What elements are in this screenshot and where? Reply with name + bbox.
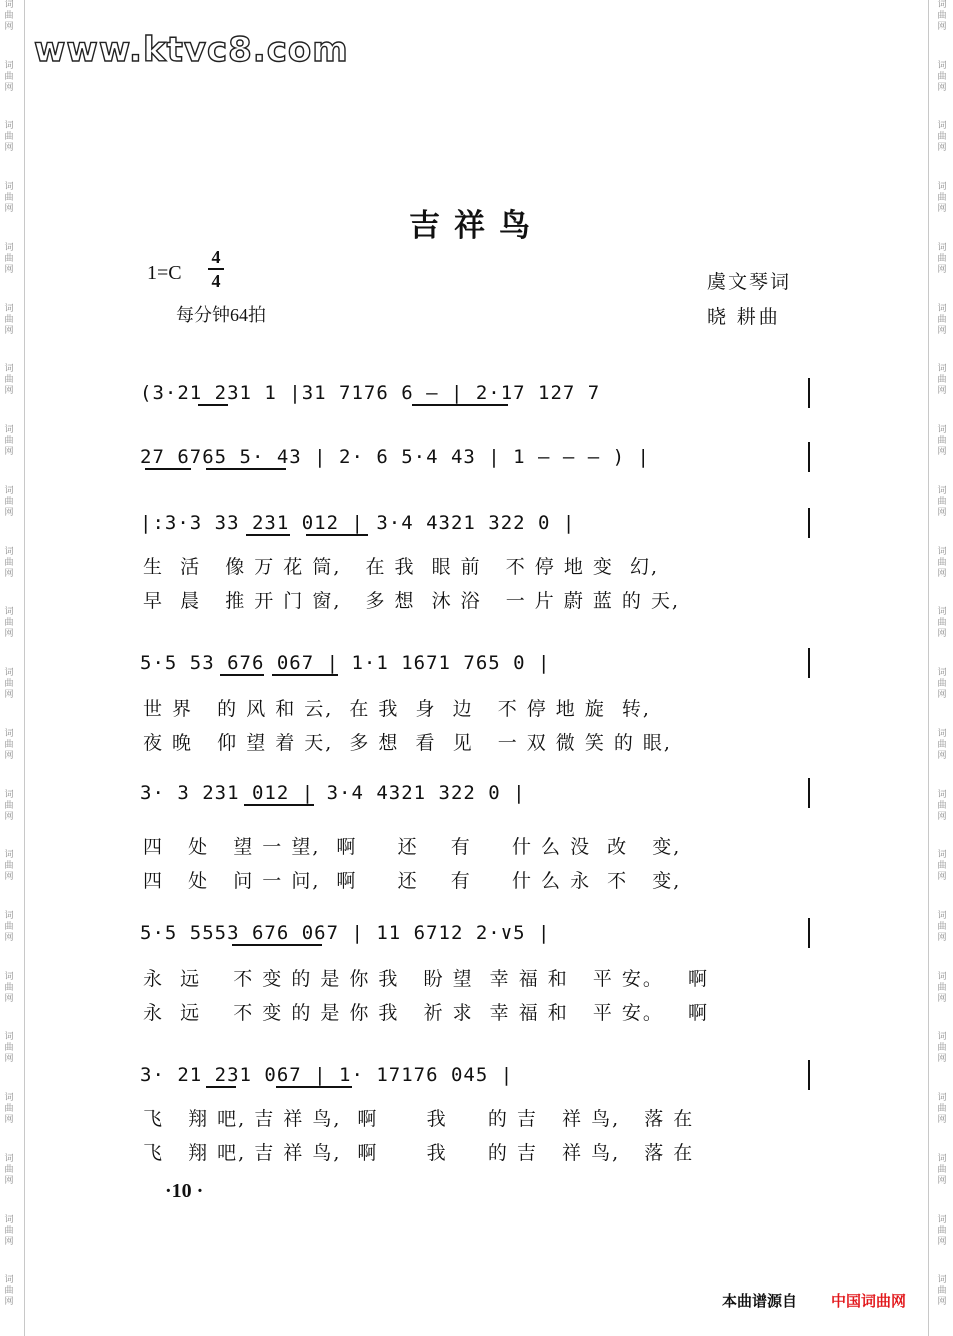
margin-gap xyxy=(4,701,14,702)
score-notes: |:3·3 33 231 012 | 3·4 4321 322 0 | xyxy=(140,512,576,534)
lyric-line: 生 活 像 万 花 筒, 在 我 眼 前 不 停 地 变 幻, xyxy=(143,556,659,578)
margin-glyph: 网 xyxy=(937,1175,947,1186)
margin-glyph: 曲 xyxy=(4,71,14,82)
margin-glyph: 曲 xyxy=(937,253,947,264)
margin-gap xyxy=(937,701,947,702)
margin-glyph: 曲 xyxy=(4,436,14,447)
margin-glyph: 词 xyxy=(937,425,947,436)
margin-gap xyxy=(937,640,947,641)
footer-source-label: 本曲谱源自 xyxy=(722,1292,798,1310)
margin-gap xyxy=(4,1126,14,1127)
lyric-line: 永 远 不 变 的 是 你 我 祈 求 幸 福 和 平 安。 啊 xyxy=(143,1002,710,1024)
margin-glyph: 网 xyxy=(937,1054,947,1065)
margin-glyph: 词 xyxy=(937,789,947,800)
margin-glyph: 词 xyxy=(4,1032,14,1043)
margin-glyph: 网 xyxy=(4,264,14,275)
margin-glyph: 网 xyxy=(4,386,14,397)
margin-glyph: 网 xyxy=(4,993,14,1004)
margin-gap xyxy=(4,883,14,884)
lyric-line: 永 远 不 变 的 是 你 我 盼 望 幸 福 和 平 安。 啊 xyxy=(143,968,710,990)
margin-glyph: 曲 xyxy=(4,496,14,507)
underline xyxy=(306,534,368,536)
lyric-line: 早 晨 推 开 门 窗, 多 想 沐 浴 一 片 蔚 蓝 的 天, xyxy=(143,590,680,612)
margin-glyph: 网 xyxy=(937,325,947,336)
underline xyxy=(244,804,314,806)
margin-gap xyxy=(937,823,947,824)
margin-glyph: 网 xyxy=(4,629,14,640)
margin-gap xyxy=(4,1065,14,1066)
margin-glyph: 曲 xyxy=(4,922,14,933)
margin-gap xyxy=(937,762,947,763)
margin-gap xyxy=(937,1308,947,1309)
margin-gap xyxy=(937,1065,947,1066)
margin-glyph: 网 xyxy=(937,143,947,154)
margin-glyph: 词 xyxy=(4,425,14,436)
margin-glyph: 曲 xyxy=(4,1104,14,1115)
margin-glyph: 曲 xyxy=(937,557,947,568)
lyricist-credit: 虞文琴词 xyxy=(707,272,792,293)
margin-glyph: 网 xyxy=(4,1054,14,1065)
margin-glyph: 曲 xyxy=(937,1043,947,1054)
margin-glyph: 词 xyxy=(937,303,947,314)
margin-glyph: 网 xyxy=(4,690,14,701)
margin-gap xyxy=(4,640,14,641)
bar-line xyxy=(808,918,810,948)
margin-glyph: 词 xyxy=(4,850,14,861)
margin-glyph: 词 xyxy=(4,182,14,193)
time-signature-bottom: 4 xyxy=(211,270,221,291)
margin-gap xyxy=(937,276,947,277)
margin-glyph: 曲 xyxy=(4,314,14,325)
margin-glyph: 曲 xyxy=(4,982,14,993)
margin-glyph: 曲 xyxy=(937,982,947,993)
margin-glyph: 曲 xyxy=(4,800,14,811)
margin-glyph: 词 xyxy=(937,1153,947,1164)
margin-glyph: 网 xyxy=(4,82,14,93)
margin-glyph: 词 xyxy=(4,0,14,10)
margin-glyph: 词 xyxy=(4,546,14,557)
margin-gap xyxy=(4,276,14,277)
margin-gap xyxy=(4,397,14,398)
margin-gap xyxy=(937,337,947,338)
margin-glyph: 网 xyxy=(937,204,947,215)
margin-glyph: 词 xyxy=(937,242,947,253)
margin-glyph: 词 xyxy=(937,121,947,132)
margin-glyph: 网 xyxy=(4,143,14,154)
underline xyxy=(246,534,290,536)
margin-glyph: 词 xyxy=(937,668,947,679)
margin-glyph: 曲 xyxy=(937,1225,947,1236)
margin-gap xyxy=(937,1187,947,1188)
margin-glyph: 网 xyxy=(937,568,947,579)
tempo-marking: 每分钟64拍 xyxy=(176,305,266,325)
margin-gap xyxy=(4,1308,14,1309)
lyric-line: 世 界 的 风 和 云, 在 我 身 边 不 停 地 旋 转, xyxy=(143,698,651,720)
bar-line xyxy=(808,778,810,808)
margin-glyph: 网 xyxy=(4,325,14,336)
time-signature-top: 4 xyxy=(211,247,221,267)
margin-glyph: 词 xyxy=(937,182,947,193)
lyric-line: 飞 翔 吧, 吉 祥 鸟, 啊 我 的 吉 祥 鸟, 落 在 xyxy=(143,1108,695,1130)
margin-glyph: 曲 xyxy=(4,861,14,872)
margin-glyph: 网 xyxy=(4,568,14,579)
margin-glyph: 曲 xyxy=(937,496,947,507)
margin-glyph: 网 xyxy=(4,204,14,215)
margin-gap xyxy=(937,883,947,884)
margin-glyph: 词 xyxy=(4,1214,14,1225)
margin-gap xyxy=(4,337,14,338)
margin-glyph: 曲 xyxy=(4,132,14,143)
key-signature: 1=C xyxy=(147,262,182,284)
margin-glyph: 词 xyxy=(937,485,947,496)
margin-glyph: 曲 xyxy=(937,375,947,386)
underline xyxy=(145,468,191,470)
score-notes: 3· 21 231 067 | 1· 17176 045 | xyxy=(140,1064,514,1086)
margin-glyph: 词 xyxy=(4,607,14,618)
margin-glyph: 词 xyxy=(4,1093,14,1104)
margin-gap xyxy=(4,94,14,95)
margin-glyph: 曲 xyxy=(937,922,947,933)
margin-glyph: 网 xyxy=(937,629,947,640)
margin-glyph: 曲 xyxy=(937,436,947,447)
margin-glyph: 网 xyxy=(4,750,14,761)
margin-glyph: 曲 xyxy=(937,800,947,811)
margin-glyph: 曲 xyxy=(937,618,947,629)
underline xyxy=(232,944,322,946)
bar-line xyxy=(808,442,810,472)
margin-glyph: 网 xyxy=(937,447,947,458)
time-signature xyxy=(205,246,227,292)
margin-glyph: 网 xyxy=(937,1115,947,1126)
margin-gap xyxy=(937,1005,947,1006)
lyric-line: 夜 晚 仰 望 着 天, 多 想 看 见 一 双 微 笑 的 眼, xyxy=(143,732,672,754)
margin-glyph: 曲 xyxy=(937,739,947,750)
margin-glyph: 网 xyxy=(937,82,947,93)
underline xyxy=(220,674,264,676)
margin-gap xyxy=(937,580,947,581)
margin-glyph: 词 xyxy=(937,971,947,982)
margin-glyph: 词 xyxy=(937,911,947,922)
margin-gap xyxy=(937,397,947,398)
margin-glyph: 词 xyxy=(4,911,14,922)
margin-gap xyxy=(937,1126,947,1127)
margin-gap xyxy=(937,944,947,945)
margin-glyph: 网 xyxy=(4,447,14,458)
margin-glyph: 词 xyxy=(4,728,14,739)
margin-glyph: 词 xyxy=(937,60,947,71)
site-watermark: www.ktvc8.com xyxy=(34,30,349,70)
margin-glyph: 曲 xyxy=(937,132,947,143)
margin-glyph: 词 xyxy=(937,1214,947,1225)
underline xyxy=(276,1086,352,1088)
margin-glyph: 曲 xyxy=(937,11,947,21)
margin-gap xyxy=(4,33,14,34)
underline xyxy=(206,1086,236,1088)
margin-glyph: 曲 xyxy=(4,1043,14,1054)
margin-glyph: 曲 xyxy=(4,1286,14,1297)
margin-gap xyxy=(4,154,14,155)
margin-glyph: 网 xyxy=(937,1297,947,1308)
margin-glyph: 网 xyxy=(937,872,947,883)
margin-glyph: 曲 xyxy=(937,861,947,872)
lyric-line: 四 处 望 一 望, 啊 还 有 什 么 没 改 变, xyxy=(143,836,682,858)
margin-gap xyxy=(937,154,947,155)
song-title: 吉祥鸟 xyxy=(409,208,544,244)
margin-gap xyxy=(4,580,14,581)
margin-gap xyxy=(4,944,14,945)
margin-glyph: 曲 xyxy=(4,11,14,21)
footer-site-link[interactable]: 中国词曲网 xyxy=(831,1292,907,1310)
margin-gap xyxy=(937,33,947,34)
margin-glyph: 词 xyxy=(937,546,947,557)
score-notes: 5·5 53 676 067 | 1·1 1671 765 0 | xyxy=(140,652,551,674)
score-line-7 xyxy=(140,1058,810,1092)
margin-glyph: 网 xyxy=(4,1115,14,1126)
margin-glyph: 网 xyxy=(4,22,14,32)
margin-glyph: 曲 xyxy=(4,618,14,629)
score-notes: 5·5 5553 676 067 | 11 6712 2·∨5 | xyxy=(140,922,551,944)
margin-glyph: 曲 xyxy=(4,1225,14,1236)
margin-glyph: 曲 xyxy=(4,375,14,386)
composer-credit: 晓 耕曲 xyxy=(707,307,781,328)
margin-glyph: 曲 xyxy=(4,253,14,264)
bar-line xyxy=(808,1060,810,1090)
margin-gap xyxy=(937,1248,947,1249)
margin-glyph: 网 xyxy=(937,811,947,822)
margin-glyph: 曲 xyxy=(937,71,947,82)
margin-gap xyxy=(4,1187,14,1188)
margin-glyph: 曲 xyxy=(4,1164,14,1175)
margin-glyph: 网 xyxy=(937,750,947,761)
margin-gap xyxy=(4,458,14,459)
margin-glyph: 网 xyxy=(937,507,947,518)
margin-glyph: 词 xyxy=(937,1275,947,1286)
margin-glyph: 词 xyxy=(4,303,14,314)
margin-glyph: 网 xyxy=(937,22,947,32)
score-notes: 3· 3 231 012 | 3·4 4321 322 0 | xyxy=(140,782,526,804)
margin-glyph: 网 xyxy=(4,1297,14,1308)
margin-glyph: 词 xyxy=(937,1093,947,1104)
margin-glyph: 网 xyxy=(4,933,14,944)
margin-glyph: 曲 xyxy=(937,679,947,690)
margin-glyph: 网 xyxy=(937,690,947,701)
margin-glyph: 曲 xyxy=(4,679,14,690)
margin-glyph: 曲 xyxy=(937,1104,947,1115)
margin-gap xyxy=(4,1248,14,1249)
margin-glyph: 曲 xyxy=(4,739,14,750)
margin-glyph: 曲 xyxy=(937,1164,947,1175)
underline xyxy=(412,404,508,406)
margin-glyph: 词 xyxy=(937,850,947,861)
margin-glyph: 词 xyxy=(4,668,14,679)
margin-glyph: 词 xyxy=(937,607,947,618)
margin-glyph: 词 xyxy=(4,971,14,982)
margin-glyph: 网 xyxy=(937,933,947,944)
score-notes: 27 6765 5· 43 | 2· 6 5·4 43 | 1 – – – ) | xyxy=(140,446,650,468)
margin-glyph: 曲 xyxy=(4,193,14,204)
margin-glyph: 词 xyxy=(4,60,14,71)
margin-glyph: 词 xyxy=(4,1275,14,1286)
margin-glyph: 网 xyxy=(4,1175,14,1186)
margin-glyph: 网 xyxy=(937,1236,947,1247)
margin-glyph: 网 xyxy=(4,1236,14,1247)
bar-line xyxy=(808,648,810,678)
margin-glyph: 曲 xyxy=(937,193,947,204)
margin-glyph: 词 xyxy=(4,364,14,375)
margin-gap xyxy=(937,519,947,520)
margin-gap xyxy=(937,458,947,459)
margin-glyph: 词 xyxy=(4,1153,14,1164)
underline xyxy=(198,404,228,406)
margin-glyph: 曲 xyxy=(937,1286,947,1297)
margin-gap xyxy=(4,762,14,763)
margin-glyph: 词 xyxy=(937,728,947,739)
margin-glyph: 曲 xyxy=(937,314,947,325)
margin-glyph: 曲 xyxy=(4,557,14,568)
underline xyxy=(206,468,286,470)
underline xyxy=(272,674,338,676)
bar-line xyxy=(808,378,810,408)
margin-glyph: 网 xyxy=(4,811,14,822)
margin-glyph: 词 xyxy=(4,789,14,800)
margin-gap xyxy=(937,94,947,95)
score-line-5 xyxy=(140,776,810,810)
margin-glyph: 词 xyxy=(4,121,14,132)
lyric-line: 飞 翔 吧, 吉 祥 鸟, 啊 我 的 吉 祥 鸟, 落 在 xyxy=(143,1142,695,1164)
margin-glyph: 网 xyxy=(4,507,14,518)
margin-glyph: 词 xyxy=(937,364,947,375)
margin-glyph: 词 xyxy=(4,242,14,253)
score-notes: (3·21 231 1 |31 7176 6 – | 2·17 127 7 xyxy=(140,382,601,404)
margin-glyph: 网 xyxy=(937,386,947,397)
margin-glyph: 词 xyxy=(937,0,947,10)
margin-glyph: 网 xyxy=(937,264,947,275)
margin-glyph: 词 xyxy=(937,1032,947,1043)
margin-gap xyxy=(4,519,14,520)
score-line-3 xyxy=(140,506,810,540)
margin-gap xyxy=(4,1005,14,1006)
bar-line xyxy=(808,508,810,538)
lyric-line: 四 处 问 一 问, 啊 还 有 什 么 永 不 变, xyxy=(143,870,682,892)
margin-glyph: 词 xyxy=(4,485,14,496)
margin-glyph: 网 xyxy=(937,993,947,1004)
margin-gap xyxy=(4,823,14,824)
margin-glyph: 网 xyxy=(4,872,14,883)
page-number: ·10 · xyxy=(165,1180,204,1202)
